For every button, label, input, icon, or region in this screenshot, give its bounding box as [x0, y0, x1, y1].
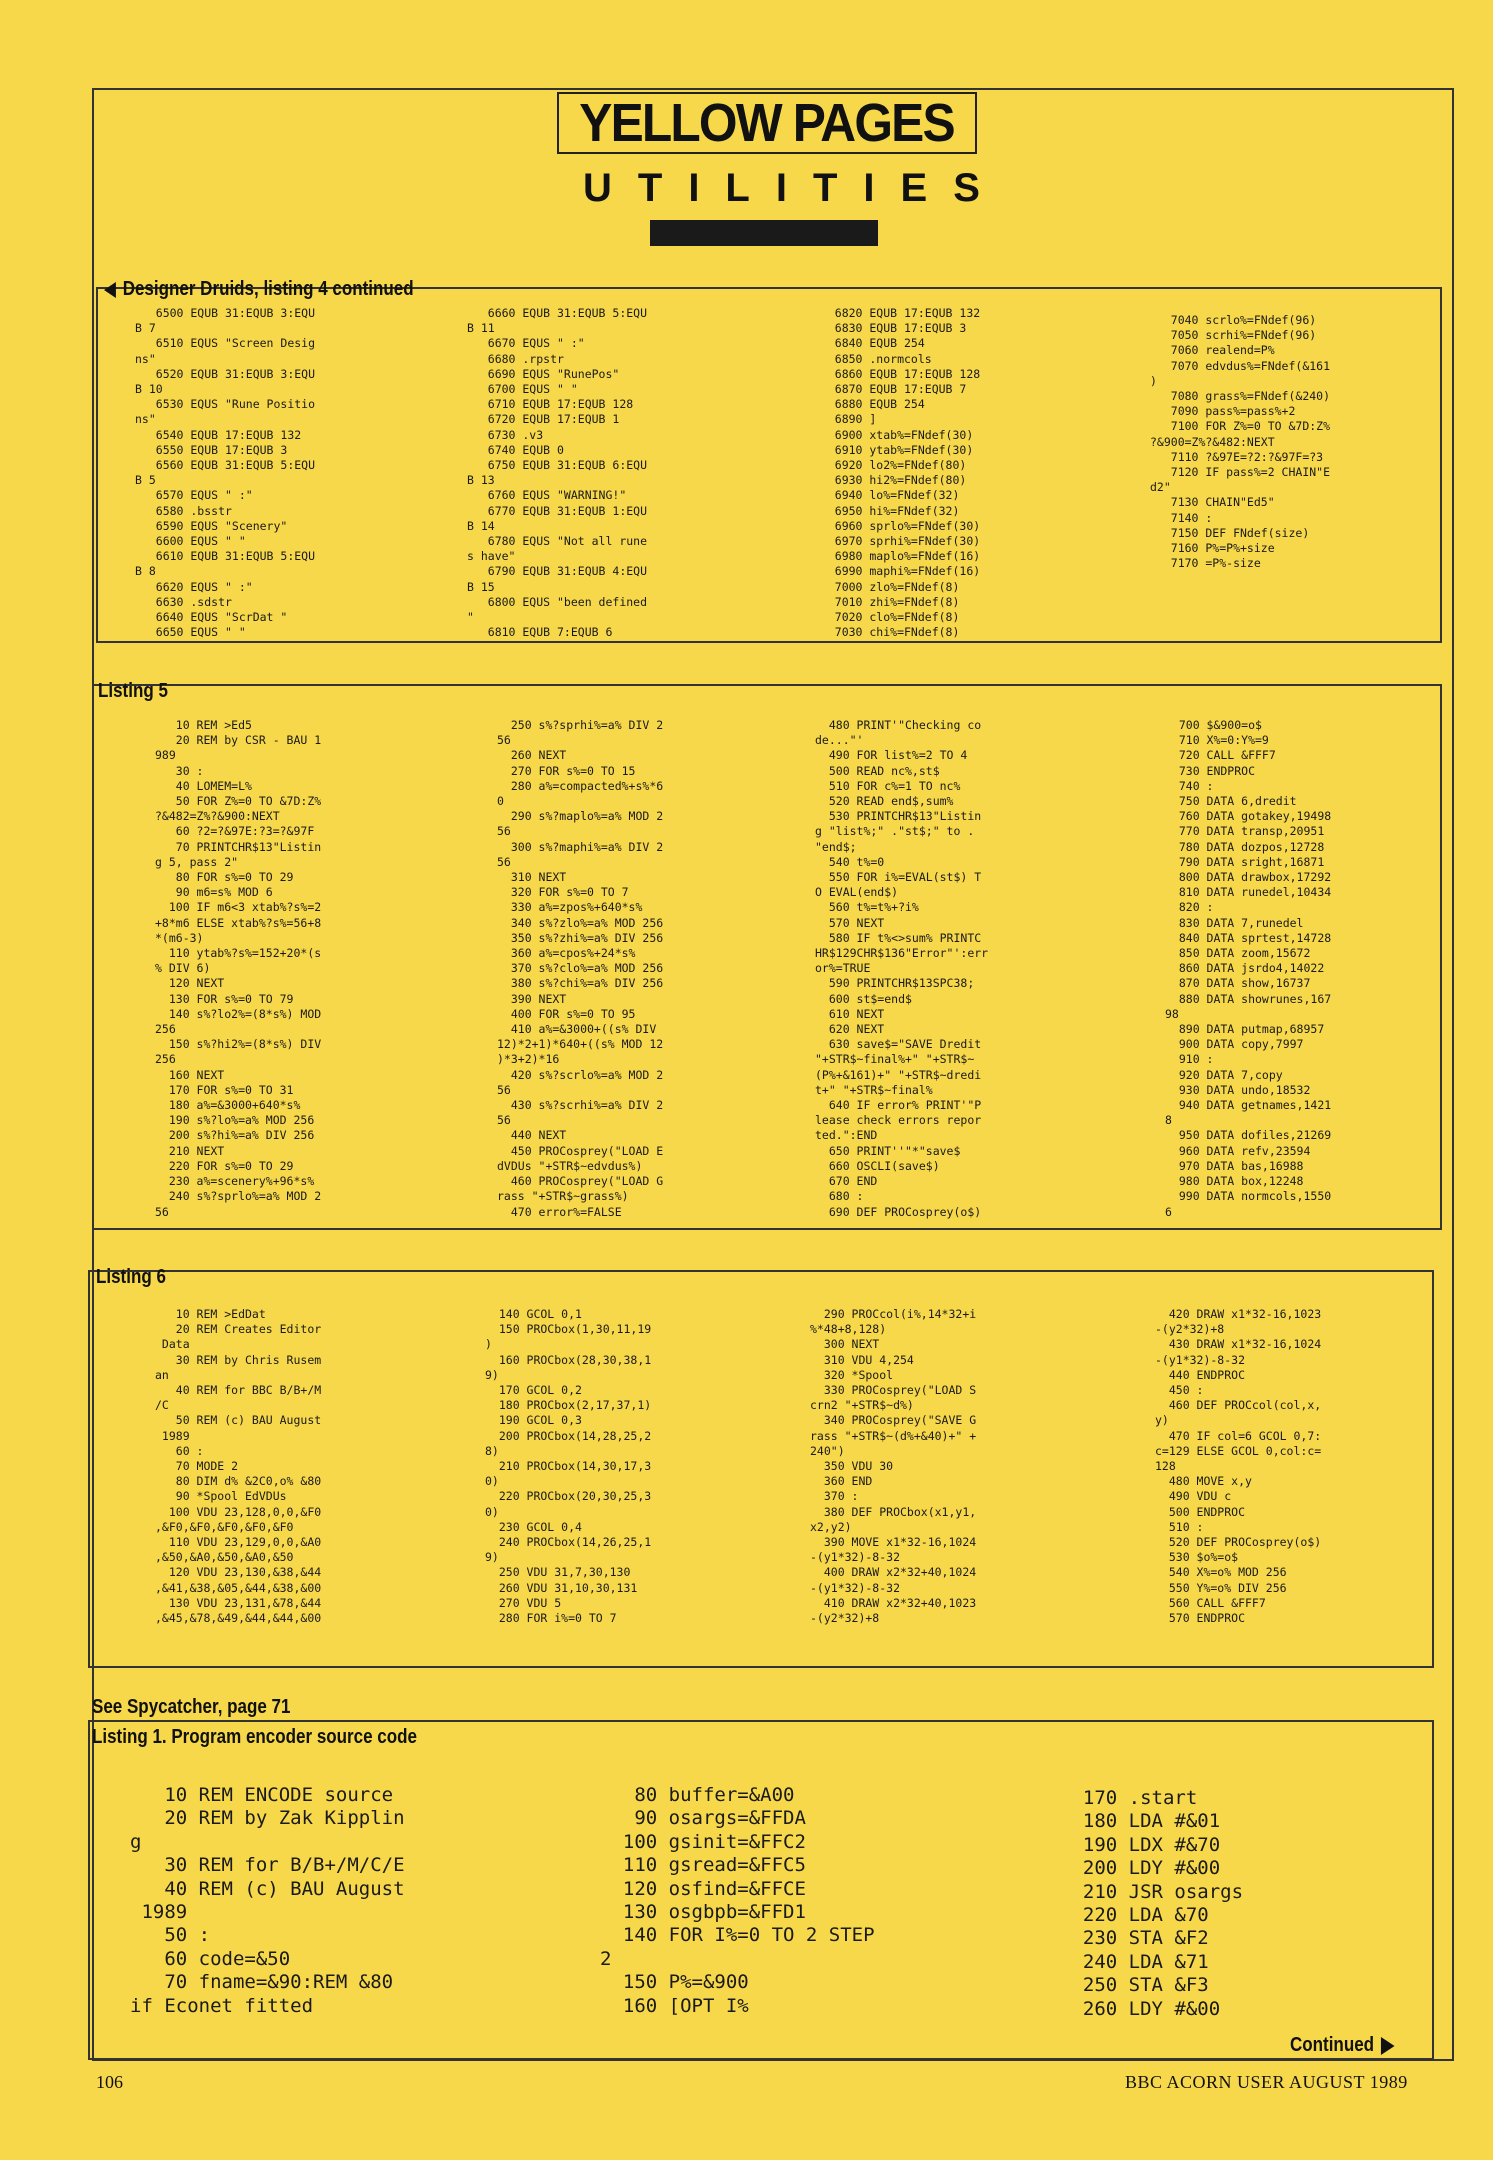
arrow-left-icon: [104, 282, 116, 298]
designer-col-1: 6500 EQUB 31:EQUB 3:EQU B 7 6510 EQUS "Screen Desig ns" 6520 EQUB 31:EQUB 3:EQU B 10 6530 EQUS "Rune Positio ns" 6540 EQUB 17:EQUB 132 6550 EQUB 17:EQUB 3 6560 EQUB 31:EQUB 5:EQU B 5 6570 EQUS " :" 6580 .bsstr 6590 EQUS "Scenery" 6600 EQUS " " 6610 EQUB 31:EQUB 5:EQU B 8 6620 EQUS " :" 6630 .sdstr 6640 EQUS "ScrDat " 6650 EQUS " ": [135, 306, 316, 640]
arrow-right-icon: [1381, 2037, 1395, 2055]
magazine-footer: BBC ACORN USER AUGUST 1989: [1125, 2072, 1408, 2092]
designer-col-4: 7040 scrlo%=FNdef(96) 7050 scrhi%=FNdef(96) 7060 realend=P% 7070 edvdus%=FNdef(&161 ) 7080 grass%=FNdef(&240) 7090 pass%=pass%+2 7100 FOR Z%=0 TO &7D:Z% ?&900=Z%?&482:NEXT 7110 ?&97E=?2:?&97F=?3 7120 IF pass%=2 CHAIN"E d2" 7130 CHAIN"Ed5" 7140 : 7150 DEF FNdef(size) 7160 P%=P%+size 7170 =P%-size: [1150, 313, 1331, 571]
listing1-col-2: 80 buffer=&A00 90 osargs=&FFDA 100 gsinit=&FFC2 110 gsread=&FFC5 120 osfind=&FFCE 130 osgbpb=&FFD1 140 FOR I%=0 TO 2 STEP 2 150 P%=&900 160 [OPT I%: [600, 1784, 875, 2017]
masthead: [557, 92, 977, 154]
designer-druids-title: [104, 278, 414, 301]
continued-label: [1290, 2034, 1394, 2057]
listing5-col-4: 700 $&900=o$ 710 X%=0:Y%=9 720 CALL &FFF7 730 ENDPROC 740 : 750 DATA 6,dredit 760 DATA gotakey,19498 770 DATA transp,20951 780 DATA dozpos,12728 790 DATA sright,16871 800 DATA drawbox,17292 810 DATA runedel,10434 820 : 830 DATA 7,runedel 840 DATA sprtest,14728 850 DATA zoom,15672 860 DATA jsrdo4,14022 870 DATA show,16737 880 DATA showrunes,167 98 890 DATA putmap,68957 900 DATA copy,7997 910 : 920 DATA 7,copy 930 DATA undo,18532 940 DATA getnames,1421 8 950 DATA dofiles,21269 960 DATA refv,23594 970 DATA bas,16988 980 DATA box,12248 990 DATA normcols,1550 6: [1165, 718, 1332, 1219]
continued-text: Continued: [1290, 2034, 1375, 2056]
listing6-col-1: 10 REM >EdDat 20 REM Creates Editor Data 30 REM by Chris Rusem an 40 REM for BBC B/B+/M /C 50 REM (c) BAU August 1989 60 : 70 MODE 2 80 DIM d% &2C0,o% &80 90 *Spool EdVDUs 100 VDU 23,128,0,0,&F0 ,&F0,&F0,&F0,&F0,&F0 110 VDU 23,129,0,0,&A0 ,&50,&A0,&50,&A0,&50 120 VDU 23,130,&38,&44 ,&41,&38,&05,&44,&38,&00 130 VDU 23,131,&78,&44 ,&45,&78,&49,&44,&44,&00: [155, 1307, 322, 1626]
listing5-col-3: 480 PRINT'"Checking co de..."' 490 FOR list%=2 TO 4 500 READ nc%,st$ 510 FOR c%=1 TO nc% 520 READ end$,sum% 530 PRINTCHR$13"Listin g "list%;" ."st$;" to . "end$; 540 t%=0 550 FOR i%=EVAL(st$) T O EVAL(end$) 560 t%=t%+?i% 570 NEXT 580 IF t%<>sum% PRINTC HR$129CHR$136"Error"':err or%=TRUE 590 PRINTCHR$13SPC38; 600 st$=end$ 610 NEXT 620 NEXT 630 save$="SAVE Dredit "+STR$~final%+" "+STR$~ (P%+&161)+" "+STR$~dredi t+" "+STR$~final% 640 IF error% PRINT'"P lease check errors repor ted.":END 650 PRINT''"*"save$ 660 OSCLI(save$) 670 END 680 : 690 DEF PROCosprey(o$): [815, 718, 989, 1219]
designer-col-2: 6660 EQUB 31:EQUB 5:EQU B 11 6670 EQUS " :" 6680 .rpstr 6690 EQUS "RunePos" 6700 EQUS " " 6710 EQUB 17:EQUB 128 6720 EQUB 17:EQUB 1 6730 .v3 6740 EQUB 0 6750 EQUB 31:EQUB 6:EQU B 13 6760 EQUS "WARNING!" 6770 EQUB 31:EQUB 1:EQU B 14 6780 EQUS "Not all rune s have" 6790 EQUB 31:EQUB 4:EQU B 15 6800 EQUS "been defined " 6810 EQUB 7:EQUB 6: [467, 306, 648, 640]
listing1-col-1: 10 REM ENCODE source 20 REM by Zak Kipplin g 30 REM for B/B+/M/C/E 40 REM (c) BAU August 1989 50 : 60 code=&50 70 fname=&90:REM &80 if Econet fitted: [130, 1784, 405, 2017]
listing5-col-2: 250 s%?sprhi%=a% DIV 2 56 260 NEXT 270 FOR s%=0 TO 15 280 a%=compacted%+s%*6 0 290 s%?maplo%=a% MOD 2 56 300 s%?maphi%=a% DIV 2 56 310 NEXT 320 FOR s%=0 TO 7 330 a%=zpos%+640*s% 340 s%?zlo%=a% MOD 256 350 s%?zhi%=a% DIV 256 360 a%=cpos%+24*s% 370 s%?clo%=a% MOD 256 380 s%?chi%=a% DIV 256 390 NEXT 400 FOR s%=0 TO 95 410 a%=&3000+((s% DIV 12)*2+1)*640+((s% MOD 12 )*3+2)*16 420 s%?scrlo%=a% MOD 2 56 430 s%?scrhi%=a% DIV 2 56 440 NEXT 450 PROCosprey("LOAD E dVDUs "+STR$~edvdus%) 460 PROCosprey("LOAD G rass "+STR$~grass%) 470 error%=FALSE: [497, 718, 664, 1219]
masthead-subtitle: UTILITIES: [583, 166, 1006, 210]
listing6-col-3: 290 PROCcol(i%,14*32+i %*48+8,128) 300 NEXT 310 VDU 4,254 320 *Spool 330 PROCosprey("LOAD S crn2 "+STR$~d%) 340 PROCosprey("SAVE G rass "+STR$~(d%+&40)+" + 240") 350 VDU 30 360 END 370 : 380 DEF PROCbox(x1,y1, x2,y2) 390 MOVE x1*32-16,1024 -(y1*32)-8-32 400 DRAW x2*32+40,1024 -(y1*32)-8-32 410 DRAW x2*32+40,1023 -(y2*32)+8: [810, 1307, 977, 1626]
listing1-title: Listing 1. Program encoder source code: [92, 1726, 417, 1748]
listing1-col-3: 170 .start 180 LDA #&01 190 LDX #&70 200 LDY #&00 210 JSR osargs 220 LDA &70 230 STA &F2 240 LDA &71 250 STA &F3 260 LDY #&00: [1082, 1787, 1244, 2020]
designer-col-3: 6820 EQUB 17:EQUB 132 6830 EQUB 17:EQUB 3 6840 EQUB 254 6850 .normcols 6860 EQUB 17:EQUB 128 6870 EQUB 17:EQUB 7 6880 EQUB 254 6890 ] 6900 xtab%=FNdef(30) 6910 ytab%=FNdef(30) 6920 lo2%=FNdef(80) 6930 hi2%=FNdef(80) 6940 lo%=FNdef(32) 6950 hi%=FNdef(32) 6960 sprlo%=FNdef(30) 6970 sprhi%=FNdef(30) 6980 maplo%=FNdef(16) 6990 maphi%=FNdef(16) 7000 zlo%=FNdef(8) 7010 zhi%=FNdef(8) 7020 clo%=FNdef(8) 7030 chi%=FNdef(8): [834, 306, 981, 640]
designer-druids-title-text: Designer Druids, listing 4 continued: [122, 278, 414, 300]
listing5-col-1: 10 REM >Ed5 20 REM by CSR - BAU 1 989 30 : 40 LOMEM=L% 50 FOR Z%=0 TO &7D:Z% ?&482=Z%?&900:NEXT 60 ?2=?&97E:?3=?&97F 70 PRINTCHR$13"Listin g 5, pass 2" 80 FOR s%=0 TO 29 90 m6=s% MOD 6 100 IF m6<3 xtab%?s%=2 +8*m6 ELSE xtab%?s%=56+8 *(m6-3) 110 ytab%?s%=152+20*(s % DIV 6) 120 NEXT 130 FOR s%=0 TO 79 140 s%?lo2%=(8*s%) MOD 256 150 s%?hi2%=(8*s%) DIV 256 160 NEXT 170 FOR s%=0 TO 31 180 a%=&3000+640*s% 190 s%?lo%=a% MOD 256 200 s%?hi%=a% DIV 256 210 NEXT 220 FOR s%=0 TO 29 230 a%=scenery%+96*s% 240 s%?sprlo%=a% MOD 2 56: [155, 718, 322, 1219]
masthead-title: YELLOW PAGES: [579, 93, 955, 153]
page-number: 106: [96, 2072, 123, 2092]
masthead-bar: [650, 220, 878, 246]
listing6-col-4: 420 DRAW x1*32-16,1023 -(y2*32)+8 430 DRAW x1*32-16,1024 -(y1*32)-8-32 440 ENDPROC 450 : 460 DEF PROCcol(col,x, y) 470 IF col=6 GCOL 0,7: c=129 ELSE GCOL 0,col:c= 128 480 MOVE x,y 490 VDU c 500 ENDPROC 510 : 520 DEF PROCosprey(o$) 530 $o%=o$ 540 X%=o% MOD 256 550 Y%=o% DIV 256 560 CALL &FFF7 570 ENDPROC: [1155, 1307, 1322, 1626]
listing5-title: Listing 5: [98, 680, 168, 702]
listing6-col-2: 140 GCOL 0,1 150 PROCbox(1,30,11,19 ) 160 PROCbox(28,30,38,1 9) 170 GCOL 0,2 180 PROCbox(2,17,37,1) 190 GCOL 0,3 200 PROCbox(14,28,25,2 8) 210 PROCbox(14,30,17,3 0) 220 PROCbox(20,30,25,3 0) 230 GCOL 0,4 240 PROCbox(14,26,25,1 9) 250 VDU 31,7,30,130 260 VDU 31,10,30,131 270 VDU 5 280 FOR i%=0 TO 7: [485, 1307, 652, 1626]
spycatcher-heading: See Spycatcher, page 71: [92, 1696, 291, 1718]
listing6-title: Listing 6: [96, 1266, 166, 1288]
